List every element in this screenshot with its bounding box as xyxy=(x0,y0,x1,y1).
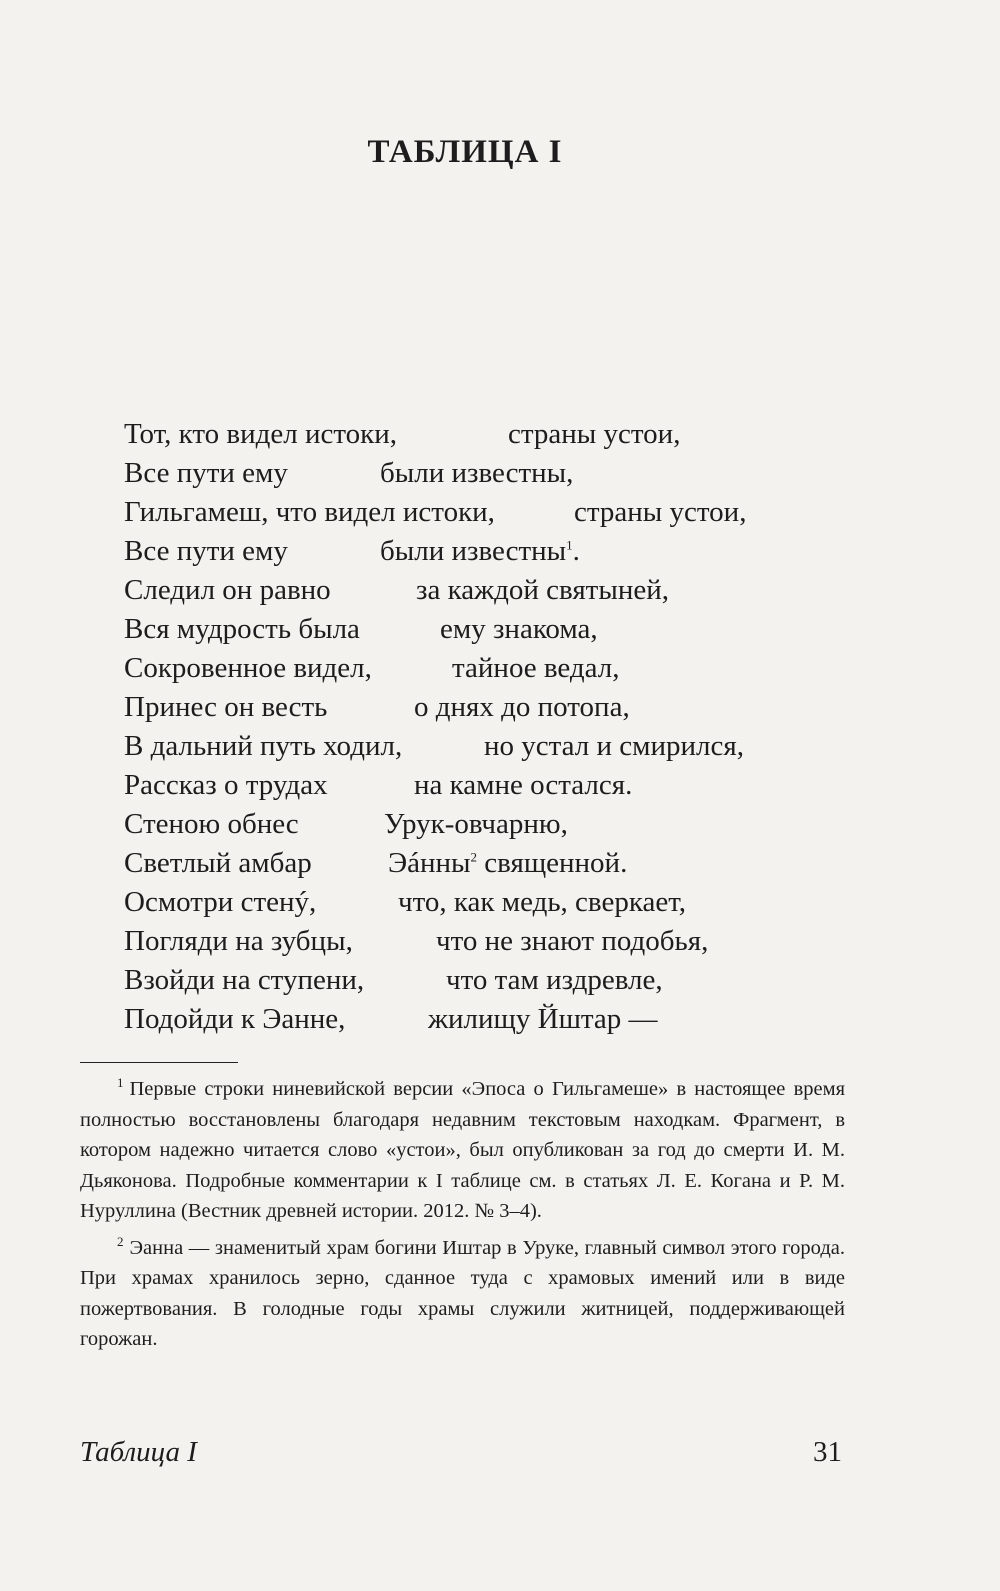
verse-right-half: но устал и смирился, xyxy=(484,730,744,762)
verse-right-text: были известны xyxy=(380,535,567,567)
footnotes xyxy=(80,1074,845,1361)
poem xyxy=(0,418,1000,1042)
verse-right-half: тайное ведал, xyxy=(452,652,620,684)
verse-left-half: Все пути ему xyxy=(124,535,288,567)
verse-line xyxy=(0,925,1000,964)
verse-left-half: Все пути ему xyxy=(124,457,288,489)
verse-left-half: Сокровенное видел, xyxy=(124,652,372,684)
footnote-number: 1 xyxy=(117,1075,124,1091)
verse-line xyxy=(0,769,1000,808)
footnote-1 xyxy=(80,1074,845,1227)
footnote-ref-1: 1 xyxy=(566,537,573,553)
running-title: Таблица I xyxy=(80,1436,197,1468)
verse-right-half xyxy=(380,535,580,568)
verse-line xyxy=(0,652,1000,691)
verse-left-half: Тот, кто видел истоки, xyxy=(124,418,397,450)
verse-line xyxy=(0,691,1000,730)
verse-left-half: Вся мудрость была xyxy=(124,613,360,645)
verse-right-half: на камне остался. xyxy=(414,769,633,801)
verse-right-half: страны устои, xyxy=(508,418,681,450)
verse-left-half: Осмотри стенý, xyxy=(124,886,317,918)
verse-line xyxy=(0,730,1000,769)
verse-right-half: жилищу Йштар — xyxy=(428,1003,658,1035)
footnote-ref-2: 2 xyxy=(470,849,478,865)
verse-right-text-continued: священной. xyxy=(477,847,628,879)
verse-right-half: что, как медь, сверкает, xyxy=(398,886,686,918)
verse-left-half: Светлый амбар xyxy=(124,847,312,879)
verse-left-half: Принес он весть xyxy=(124,691,328,723)
verse-line xyxy=(0,457,1000,496)
verse-left-half: Погляди на зубцы, xyxy=(124,925,353,957)
verse-right-half: были известны, xyxy=(380,457,574,489)
verse-line xyxy=(0,886,1000,925)
verse-right-half: что не знают подобья, xyxy=(436,925,709,957)
footnote-divider xyxy=(80,1062,238,1063)
verse-left-half: Гильгамеш, что видел истоки, xyxy=(124,496,495,528)
verse-left-half: Взойди на ступени, xyxy=(124,964,365,996)
verse-left-half: Подойди к Эанне, xyxy=(124,1003,346,1035)
verse-line xyxy=(0,535,1000,574)
verse-left-half: Рассказ о трудах xyxy=(124,769,328,801)
page-number: 31 xyxy=(813,1436,842,1468)
verse-line xyxy=(0,847,1000,886)
verse-left-half: Стеною обнес xyxy=(124,808,299,840)
verse-right-text: Эáнны xyxy=(388,847,471,879)
verse-punctuation: . xyxy=(572,535,580,567)
footnote-text: Первые строки ниневийской версии «Эпоса о Гильгамеше» в настоящее время полностью восстановлены благодаря недавним текстовым находкам. Фрагмент, в котором надежно читается слово «устои», был опубликован за год до смерти И. М. Дьяконова. Подробные комментарии к I таблице см. в статьях Л. Е. Когана и Р. М. Нуруллина (Вестник древней истории. 2012. № 3–4). xyxy=(80,1078,845,1222)
footnote-number: 2 xyxy=(117,1233,124,1249)
verse-line xyxy=(0,1003,1000,1042)
verse-right-half: страны устои, xyxy=(574,496,747,528)
verse-right-half: Урук-овчарню, xyxy=(384,808,568,840)
verse-left-half: В дальний путь ходил, xyxy=(124,730,403,762)
verse-right-half: ему знакома, xyxy=(440,613,598,645)
verse-line xyxy=(0,964,1000,1003)
page-title: ТАБЛИЦА I xyxy=(367,134,563,170)
verse-right-half xyxy=(388,847,627,880)
footnote-text: Эанна — знаменитый храм богини Иштар в Уруке, главный символ этого города. При храмах хранилось зерно, сданное туда с храмовых имений или в виде пожертвования. В голодные годы храмы служили житницей, поддерживающей горожан. xyxy=(80,1236,845,1350)
verse-line xyxy=(0,808,1000,847)
verse-line xyxy=(0,613,1000,652)
verse-left-half: Следил он равно xyxy=(124,574,331,606)
verse-line xyxy=(0,574,1000,613)
verse-right-half: за каждой святыней, xyxy=(416,574,669,606)
verse-line xyxy=(0,418,1000,457)
verse-line xyxy=(0,496,1000,535)
verse-right-half: о днях до потопа, xyxy=(414,691,630,723)
verse-right-half: что там издревле, xyxy=(446,964,663,996)
footnote-2 xyxy=(80,1233,845,1355)
